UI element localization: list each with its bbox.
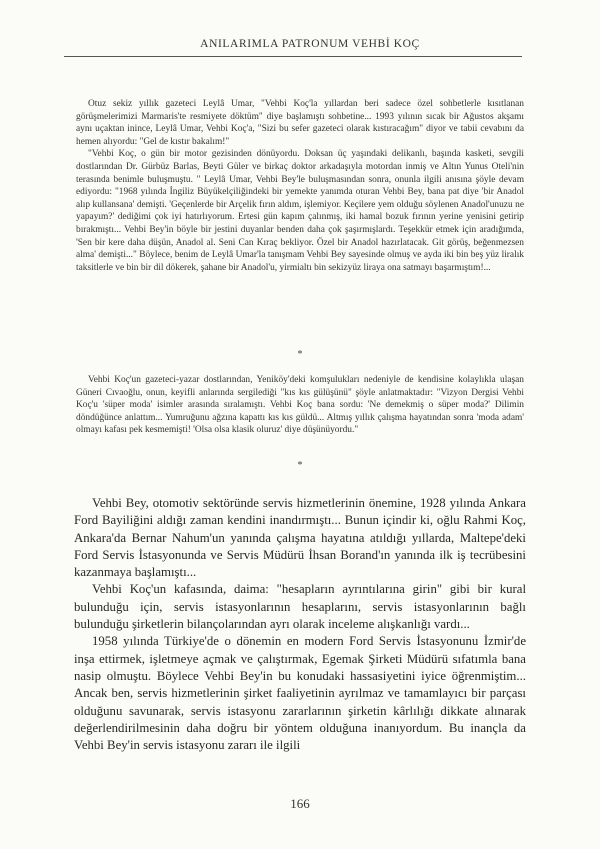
- paragraph: Vehbi Koç'un gazeteci-yazar dostlarından, Yeniköy'deki komşulukları nedeniyle de kendisine kolaylıkla ulaşan Güneri Cıvaoğlu, onun, keyifli anlarında sergilediği "kıs kıs gülüşünü" şöyle anlatmaktadır: "Vizyon Dergisi Vehbi Koç'u 'süper moda' isimler arasında sıralamıştı. Vehbi Koç bana sordu: 'Ne demekmiş o süper moda?' Dilimin döndüğünce anlattım... Yumruğunu ağzına kapattı kıs kıs güldü... Altmış yıllık çalışma hayatından sonra 'moda adam' olmayı kafası pek kesmemişti! 'Olsa olsa klasik oluruz' diye düşünüyordu.": [76, 375, 524, 436]
- header-rule: [64, 56, 522, 57]
- page-number: 166: [290, 796, 310, 811]
- anecdote-block-guneri-civaoglu: [76, 374, 524, 437]
- paragraph: "Vehbi Koç, o gün bir motor gezisinden dönüyordu. Doksan üç yaşındaki delikanlı, başında kasketi, sevgili dostlarından Dr. Gürbüz Barlas, Beyti Güler ve birkaç doktor arkadaşıyla motordan inmiş ve Altın Yunus Oteli'nin terasında benimle buluşmuştu. " Leylâ Umar, Vehbi Bey'le buluşmasından sonra, onunla ilgili anısına şöyle devam ediyordu: "1968 yılında İngiliz Büyükelçiliğindeki bir yemekte yanımda oturan Vehbi Bey, bana pat diye 'bir Anadol alıp kullansana' demişti. 'Geçenlerde bir Arçelik fırın aldım, işlemiyor. Keçilere yem olduğu söylenen Anadol'unuzu ne yapayım?' dediğimi çok iyi hatırlıyorum. Ertesi gün kapım çalınmış, iki hamal bozuk fırının yerine yenisini getirip bırakmıştı... Vehbi Bey'in böyle bir jestini duyanlar benden daha çok şaşırmışlardı. Teşekkür etmek için aradığımda, 'Sen bir kere daha düşün, Anadol al. Seni Can Kıraç bekliyor. Özel bir Anadol hazırlatacak. Git görüş, beğenmezsen alma' demişti..." Böylece, benim de Leylâ Umar'la tanışmam Vehbi Bey sayesinde olmuş ve ayda iki bin beş yüz liralık taksitlerle ve bin bir dil dökerek, şahane bir Anadol'u, yirmialtı bin sekizyüz liraya ona satmayı başarmıştım!...: [76, 149, 524, 273]
- main-body-text: [74, 495, 526, 754]
- anecdote-block-leyla-umar: [76, 98, 524, 274]
- section-separator-asterisk: *: [297, 349, 303, 360]
- running-head-title: ANILARIMLA PATRONUM VEHBİ KOÇ: [200, 38, 420, 50]
- section-separator-asterisk: *: [297, 460, 303, 471]
- paragraph: 1958 yılında Türkiye'de o dönemin en modern Ford Servis İstasyonunu İzmir'de inşa ettirmek, işletmeye açmak ve çalıştırmak, Egemak Şirketi Müdürü sıfatımla bana nasip olmuştu. Böylece Vehbi Bey'in bu konudaki hassasiyetini iyice öğrenmiştim... Ancak ben, servis hizmetlerinin şirket faaliyetinin ayrılmaz ve tamamlayıcı bir parçası olduğunu savunarak, servis istasyonu zararlarının şirketin kârlılığı dikkate alınarak değerlendirilmesinin daha doğru bir yöntem olduğuna inanıyordum. Bu inançla da Vehbi Bey'in servis istasyonu zararı ile ilgili: [74, 634, 526, 753]
- paragraph: Vehbi Koç'un kafasında, daima: "hesapların ayrıntılarına girin" gibi bir kural bulunduğu için, servis istasyonlarının hesaplarını, servis istasyonlarının bağlı bulunduğu şirketlerin bilançolarından ayrı olarak inceleme alışkanlığı vardı...: [74, 582, 526, 632]
- paragraph: Vehbi Bey, otomotiv sektöründe servis hizmetlerinin önemine, 1928 yılında Ankara Ford Bayiliğini aldığı zaman kendini inandırmıştı... Bunun içindir ki, oğlu Rahmi Koç, Ankara'da Bernar Nahum'un yanında çalışma hayatına atıldığı yıllarda, Maltepe'deki Ford Servis İstasyonunda ve Servis Müdürü İhsan Borand'ın yanında ilk iş tecrübesini kazanmaya başlamıştı...: [74, 496, 526, 580]
- paragraph: Otuz sekiz yıllık gazeteci Leylâ Umar, "Vehbi Koç'la yıllardan beri sadece özel sohbetlerle kısıtlanan görüşmelerimizi Marmaris'te resmiyete döktüm" diye başlamıştı sohbetine... 1993 yılının sıcak bir Ağustos akşamı aynı uçaktan inince, Leylâ Umar, Vehbi Koç'a, "Sizi bu sefer gazeteci olarak kıstıracağım" diyor ve tabii cevabını da hemen alıyordu: "Gel de kıstır bakalım!": [76, 99, 524, 147]
